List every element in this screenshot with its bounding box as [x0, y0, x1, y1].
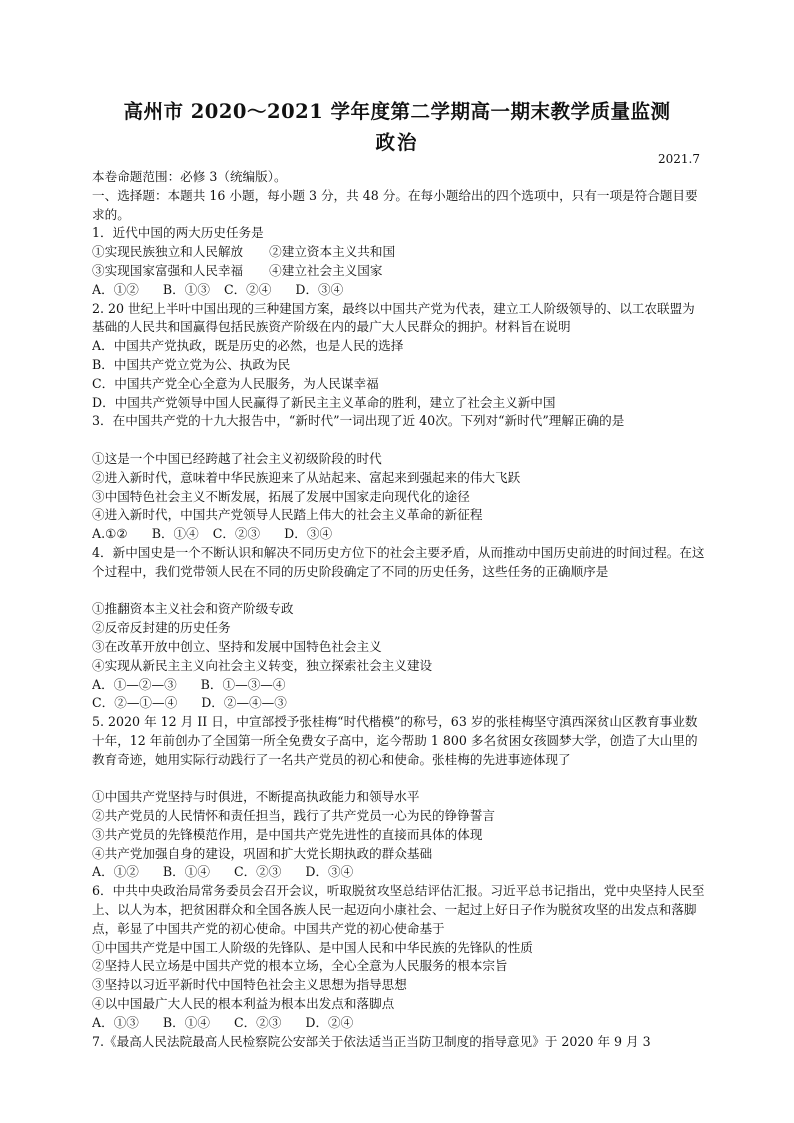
q6-statement-2: ②坚持人民立场是中国共产党的根本立场，全心全意为人民服务的根本宗旨 [92, 958, 508, 974]
q3-statement-1: ①这是一个中国已经跨越了社会主义初级阶段的时代 [92, 450, 382, 466]
q3-statement-2: ②进入新时代，意味着中华民族迎来了从站起来、富起来到强起来的伟大飞跃 [92, 469, 521, 485]
q5-choice-d: D．③④ [305, 864, 354, 880]
q1-choice-b: B．①③ [162, 281, 210, 297]
q5-statement-2: ②共产党员的人民情怀和责任担当，践行了共产党员一心为民的铮铮誓言 [92, 808, 495, 824]
q4-statement-4: ④实现从新民主主义向社会主义转变，独立探索社会主义建设 [92, 657, 433, 673]
q4-statement-1: ①推翻资本主义社会和资产阶级专政 [92, 601, 294, 617]
question-6-choices [92, 1014, 706, 1033]
question-5-choices [92, 863, 706, 882]
q6-choice-b: B．①④ [162, 1014, 210, 1030]
q4-statement-2: ②反帝反封建的历史任务 [92, 620, 231, 636]
question-3-stem: 3．在中国共产党的十九大报告中，“新时代”一词出现了近 40次。下列对“新时代”理解正确的是 [92, 413, 625, 429]
q6-statement-1: ①中国共产党是中国工人阶级的先锋队、是中国人民和中华民族的先锋队的性质 [92, 939, 533, 955]
q6-statement-4: ④以中国最广大人民的根本利益为根本出发点和落脚点 [92, 996, 395, 1012]
question-4-choices-row1 [92, 676, 706, 695]
exam-date: 2021.7 [658, 152, 700, 166]
question-4-stem: 4．新中国史是一个不断认识和解决不同历史方位下的社会主要矛盾，从而推动中国历史前进的时间过程。在这个过程中，我们党带领人民在不同的历史阶段确定了不同的历史任务，这些任务的正确顺序是 [92, 544, 705, 579]
q1-statement-1: ①实现民族独立和人民解放 [92, 244, 244, 260]
q5-choice-c: C．②③ [233, 864, 282, 880]
q3-statement-4: ④进入新时代，中国共产党领导人民踏上伟大的社会主义革命的新征程 [92, 507, 483, 523]
q1-choice-c: C．②④ [223, 281, 272, 297]
question-5-stem: 5. 2020 年 12 月 II 日，中宣部授予张桂梅“时代楷模”的称号，63 岁的张桂梅坚守滇西深贫山区教育事业数十年，12 年前创办了全国第一所全免费女子高中，迄今帮助 1 800 多名贫困女孩圆梦大学，创造了大山里的教育奇迹，她用实际行动践行了一名共产党员的初心和使命。张桂梅的先进事迹体现了 [92, 714, 698, 767]
exam-content [92, 168, 706, 1051]
q1-choice-a: A．①② [92, 281, 139, 297]
question-1-choices [92, 281, 706, 300]
q1-statement-2: ②建立资本主义共和国 [269, 244, 396, 260]
question-6-stem: 6．中共中央政治局常务委员会召开会议，听取脱贫攻坚总结评估汇报。习近平总书记指出，党中央坚持人民至上、以人为本，把贫困群众和全国各族人民一起迈向小康社会、一起过上好日子作为脱贫攻坚的出发点和落脚点，彰显了中国共产党的初心使命。中国共产党的初心使命基于 [92, 883, 705, 936]
section-instructions: 一、选择题：本题共 16 小题，每小题 3 分，共 48 分。在每小题给出的四个选项中，只有一项是符合题目要求的。 [92, 187, 698, 222]
q4-choice-a: A．①—②—③ [92, 676, 177, 692]
q3-choice-d: D．③④ [284, 526, 333, 542]
q1-statement-3: ③实现国家富强和人民幸福 [92, 262, 244, 278]
q2-choice-c: C．中国共产党全心全意为人民服务，为人民谋幸福 [92, 375, 379, 391]
question-2-stem: 2. 20 世纪上半叶中国出现的三种建国方案，最终以中国共产党为代表，建立工人阶级领导的、以工农联盟为基础的人民共和国赢得包括民族资产阶级在内的最广大人民群众的拥护。材料旨在说明 [92, 300, 695, 335]
q5-choice-a: A．①② [92, 864, 139, 880]
q1-choice-d: D．③④ [295, 281, 344, 297]
scope-note: 本卷命题范围：必修 3（统编版）。 [92, 169, 287, 184]
q1-statement-4: ④建立社会主义国家 [269, 262, 383, 278]
q6-choice-c: C．②③ [233, 1014, 282, 1030]
q4-choice-d: D．②—④—③ [201, 695, 287, 711]
q2-choice-d: D．中国共产党领导中国人民赢得了新民主主义革命的胜利，建立了社会主义新中国 [92, 394, 556, 410]
exam-title: 高州市 2020～2021 学年度第二学期高一期末教学质量监测 [123, 100, 671, 123]
question-1-stem: 1．近代中国的两大历史任务是 [92, 225, 264, 241]
q6-statement-3: ③坚持以习近平新时代中国特色社会主义思想为指导思想 [92, 977, 407, 993]
q5-statement-4: ④共产党加强自身的建设，巩固和扩大党长期执政的群众基础 [92, 845, 433, 861]
q4-statement-3: ③在改革开放中创立、坚持和发展中国特色社会主义 [92, 638, 382, 654]
exam-subject: 政治 [375, 131, 419, 154]
q4-choice-b: B．①—③—④ [200, 676, 286, 692]
question-1-statements-row2 [92, 262, 706, 281]
question-7-stem: 7.《最高人民法院最高人民检察院公安部关于依法适当正当防卫制度的指导意见》于 2020 年 9 月 3 [92, 1033, 651, 1049]
q3-statement-3: ③中国特色社会主义不断发展，拓展了发展中国家走向现代化的途径 [92, 488, 470, 504]
q6-choice-d: D．②④ [305, 1014, 354, 1030]
q6-choice-a: A．①③ [92, 1014, 139, 1030]
question-3-choices [92, 525, 706, 544]
q2-choice-b: B．中国共产党立党为公、执政为民 [92, 356, 291, 372]
q5-choice-b: B．①④ [162, 864, 210, 880]
question-1-statements-row1 [92, 243, 706, 262]
q3-choice-a: A.①② [92, 526, 128, 542]
q2-choice-a: A．中国共产党执政，既是历史的必然，也是人民的选择 [92, 338, 404, 354]
q5-statement-1: ①中国共产党坚持与时俱进，不断提高执政能力和领导水平 [92, 789, 420, 805]
q4-choice-c: C．②—①—④ [92, 695, 178, 711]
question-4-choices-row2 [92, 694, 706, 713]
q5-statement-3: ③共产党员的先锋模范作用，是中国共产党先进性的直接而具体的体现 [92, 826, 483, 842]
q3-choice-c: C．②③ [212, 526, 261, 542]
q3-choice-b: B．①④ [151, 526, 199, 542]
